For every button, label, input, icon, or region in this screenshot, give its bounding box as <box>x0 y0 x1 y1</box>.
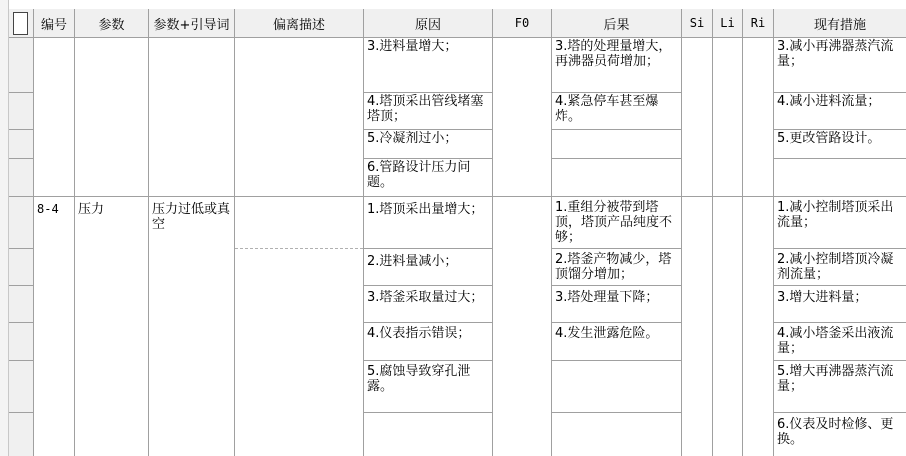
col-header-si[interactable]: Si <box>682 9 713 38</box>
cell-measure[interactable]: 3.增大进料量； <box>774 286 906 323</box>
row-header[interactable] <box>9 249 34 286</box>
cell-param[interactable]: 压力 <box>78 202 105 217</box>
cell-deviation[interactable] <box>235 197 363 249</box>
cell-guide-word[interactable] <box>149 38 234 197</box>
cell-measure[interactable]: 4.减小进料流量； <box>774 93 906 130</box>
col-header-id[interactable]: 编号 <box>34 9 75 38</box>
row-header[interactable] <box>9 197 34 249</box>
left-margin <box>0 0 9 456</box>
col-header-ri[interactable]: Ri <box>743 9 774 38</box>
cell-f0[interactable] <box>493 38 551 197</box>
cell-cause[interactable] <box>364 413 492 456</box>
cell-consequence[interactable] <box>552 413 681 456</box>
row-header[interactable] <box>9 286 34 323</box>
cell-measure[interactable] <box>774 159 906 197</box>
row-header[interactable] <box>9 323 34 361</box>
cell-cause[interactable]: 5.冷凝剂过小； <box>364 130 492 159</box>
cell-consequence[interactable]: 1.重组分被带到塔顶，塔顶产品纯度不够； <box>552 197 681 249</box>
cell-measure[interactable]: 5.更改管路设计。 <box>774 130 906 159</box>
select-all-corner[interactable] <box>9 9 34 38</box>
col-header-param[interactable]: 参数 <box>75 9 149 38</box>
row-header[interactable] <box>9 159 34 197</box>
col-header-cause[interactable]: 原因 <box>364 9 493 38</box>
cell-consequence[interactable] <box>552 130 681 159</box>
cell-measure[interactable]: 4.减小塔釜采出液流量； <box>774 323 906 361</box>
col-header-f0[interactable]: F0 <box>493 9 552 38</box>
row-header[interactable] <box>9 130 34 159</box>
cell-cause[interactable]: 4.仪表指示错误； <box>364 323 492 361</box>
col-header-guide-word[interactable]: 参数+引导词 <box>149 9 235 38</box>
select-all-box[interactable] <box>13 12 28 35</box>
cell-cause[interactable]: 3.进料量增大； <box>364 38 492 93</box>
cell-f0[interactable] <box>493 197 551 456</box>
cell-measure[interactable]: 1.减小控制塔顶采出流量； <box>774 197 906 249</box>
cell-li[interactable] <box>713 197 742 456</box>
cell-deviation[interactable] <box>235 249 363 456</box>
cell-cause[interactable]: 4.塔顶采出管线堵塞塔顶； <box>364 93 492 130</box>
cell-guide-word[interactable]: 压力过低或真空 <box>152 202 231 232</box>
cell-consequence[interactable] <box>552 361 681 413</box>
cell-measure[interactable]: 2.减小控制塔顶冷凝剂流量； <box>774 249 906 286</box>
cell-cause[interactable]: 2.进料量减小； <box>364 249 492 286</box>
cell-measure[interactable]: 5.增大再沸器蒸汽流量； <box>774 361 906 413</box>
cell-ri[interactable] <box>743 197 773 456</box>
cell-consequence[interactable]: 2.塔釜产物减少，塔顶馏分增加； <box>552 249 681 286</box>
cell-consequence[interactable]: 3.塔处理量下降； <box>552 286 681 323</box>
cell-consequence[interactable]: 4.发生泄露危险。 <box>552 323 681 361</box>
col-header-measures[interactable]: 现有措施 <box>774 9 906 38</box>
col-header-li[interactable]: Li <box>713 9 743 38</box>
col-header-consequence[interactable]: 后果 <box>552 9 682 38</box>
cell-li[interactable] <box>713 38 742 197</box>
top-margin <box>0 0 906 9</box>
cell-cause[interactable]: 1.塔顶采出量增大； <box>364 197 492 249</box>
col-header-deviation[interactable]: 偏离描述 <box>235 9 364 38</box>
row-header[interactable] <box>9 93 34 130</box>
cell-measure[interactable]: 3.减小再沸器蒸汽流量； <box>774 38 906 93</box>
cell-deviation[interactable] <box>235 38 363 197</box>
cell-consequence[interactable] <box>552 159 681 197</box>
cell-consequence[interactable]: 3.塔的处理量增大，再沸器员荷增加； <box>552 38 681 93</box>
row-header[interactable] <box>9 38 34 93</box>
cell-cause[interactable]: 6.管路设计压力问题。 <box>364 159 492 197</box>
cell-cause[interactable]: 5.腐蚀导致穿孔泄露。 <box>364 361 492 413</box>
cell-cause[interactable]: 3.塔釜采取量过大； <box>364 286 492 323</box>
cell-param[interactable] <box>75 38 148 197</box>
cell-si[interactable] <box>682 38 712 197</box>
cell-id[interactable] <box>34 38 74 197</box>
row-header[interactable] <box>9 413 34 456</box>
cell-id[interactable]: 8-4 <box>37 202 59 216</box>
cell-consequence[interactable]: 4.紧急停车甚至爆炸。 <box>552 93 681 130</box>
cell-si[interactable] <box>682 197 712 456</box>
row-header[interactable] <box>9 361 34 413</box>
cell-ri[interactable] <box>743 38 773 197</box>
cell-measure[interactable]: 6.仪表及时检修、更换。 <box>777 417 894 447</box>
